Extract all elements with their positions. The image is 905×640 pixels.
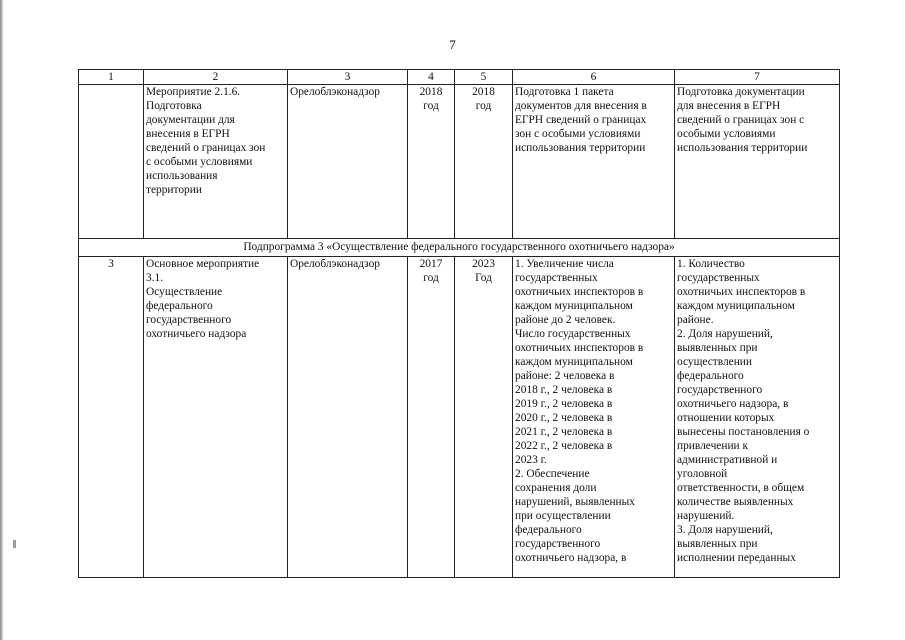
row-number-cell: [79, 85, 144, 239]
column-number-row: [79, 70, 840, 85]
indicator-cell: Подготовка документации для внесения в ЕГРН сведений о границах зон с особыми условиями использования территории: [675, 85, 840, 239]
indicator-cell: 1. Количество государственных охотничьих инспекторов в каждом муниципальном районе. 2. Доля нарушений, выявленных при осуществлении федерального государственного охотничьего надзора, в отношении которых вынесены постановления о привлечении к административной и уголовной ответственности, в общем количестве выявленных нарушений. 3. Доля нарушений, выявленных при исполнении переданных: [675, 257, 840, 578]
column-number: 2: [144, 70, 288, 85]
subprogram-row: [79, 239, 840, 257]
activity-cell: Основное мероприятие 3.1. Осуществление федерального государственного охотничьего надзора: [144, 257, 288, 578]
activity-cell: Мероприятие 2.1.6. Подготовка документации для внесения в ЕГРН сведений о границах зон с особыми условиями использования территории: [144, 85, 288, 239]
executor-cell: Орелоблэконадзор: [288, 85, 408, 239]
start-year-cell: 2018 год: [408, 85, 455, 239]
end-year-cell: 2018 год: [455, 85, 513, 239]
column-number: 7: [675, 70, 840, 85]
scan-left-edge: [0, 0, 3, 640]
end-year-cell: 2023 Год: [455, 257, 513, 578]
column-number: 6: [513, 70, 675, 85]
start-year-cell: 2017 год: [408, 257, 455, 578]
subprogram-title: Подпрограмма 3 «Осуществление федерального государственного охотничьего надзора»: [79, 239, 840, 257]
scan-speck: [13, 540, 16, 548]
program-table: [78, 69, 840, 578]
table-row: [79, 257, 840, 578]
row-number-cell: 3: [79, 257, 144, 578]
column-number: 1: [79, 70, 144, 85]
column-number: 5: [455, 70, 513, 85]
table-row: [79, 85, 840, 239]
executor-cell: Орелоблэконадзор: [288, 257, 408, 578]
expected-result-cell: 1. Увеличение числа государственных охотничьих инспекторов в каждом муниципальном районе до 2 человек. Число государственных охотничьих инспекторов в каждом муниципальном районе: 2 человека в 2018 г., 2 человека в 2019 г., 2 человека в 2020 г., 2 человека в 2021 г., 2 человека в 2022 г., 2 человека в 2023 г. 2. Обеспечение сохранения доли нарушений, выявленных при осуществлении федерального государственного охотничьего надзора, в: [513, 257, 675, 578]
column-number: 4: [408, 70, 455, 85]
expected-result-cell: Подготовка 1 пакета документов для внесения в ЕГРН сведений о границах зон с особыми условиями использования территории: [513, 85, 675, 239]
page-number: 7: [449, 37, 456, 52]
column-number: 3: [288, 70, 408, 85]
